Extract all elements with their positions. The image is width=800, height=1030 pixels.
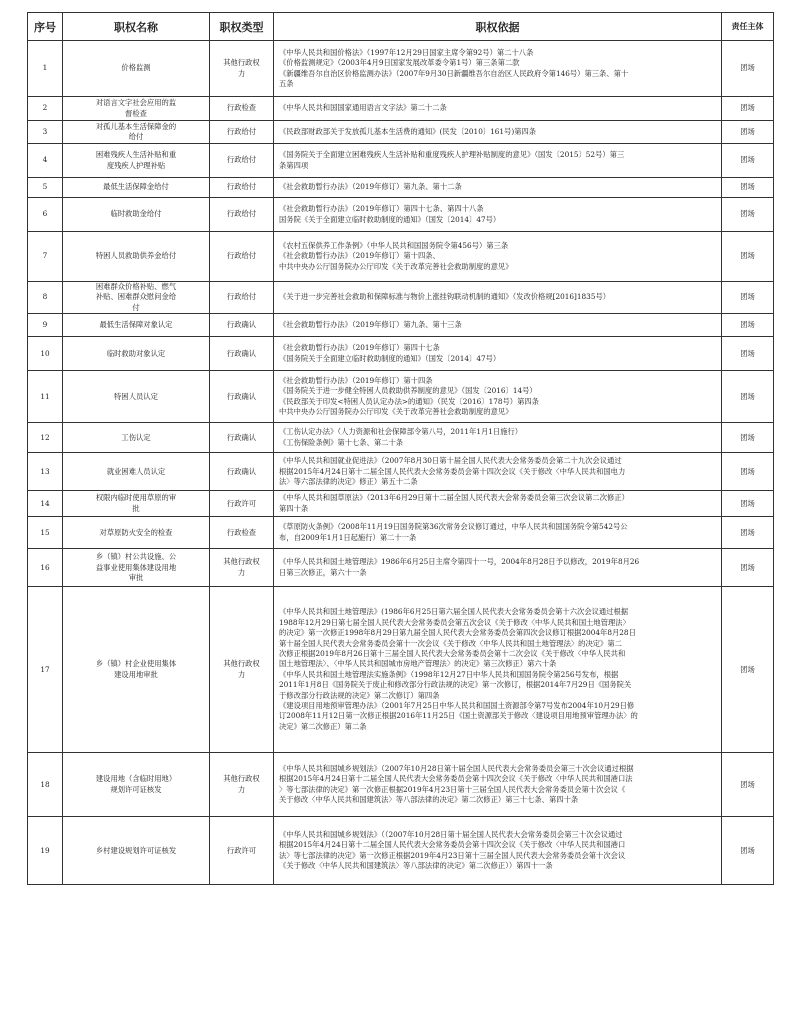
cell-name: [63, 232, 210, 282]
cell-type-line: 行政确认: [226, 391, 257, 401]
cell-subject: 团场: [722, 41, 774, 97]
cell-basis: [274, 144, 722, 178]
cell-subject: 团场: [722, 549, 774, 587]
cell-basis-line: 《关于进一步完善社会救助和保障标准与物价上涨挂钩联动机制的通知》（发改价格规[2016]1835号）: [279, 292, 611, 302]
cell-basis: [274, 121, 722, 144]
cell-name: [63, 453, 210, 491]
cell-name-line: 临时救助金给付: [110, 209, 162, 219]
cell-basis: [274, 371, 722, 423]
cell-type-line: 力: [237, 784, 246, 794]
cell-seq: 4: [28, 144, 63, 178]
cell-basis: [274, 337, 722, 371]
cell-name-line: 乡（镇）村企业使用集体: [95, 659, 177, 669]
cell-basis-line: 《社会救助暂行办法》（2019年修订）第十四条: [279, 375, 433, 385]
cell-subject: 团场: [722, 314, 774, 337]
table-row: [28, 97, 774, 121]
cell-seq: 5: [28, 178, 63, 198]
cell-type: [210, 97, 274, 121]
cell-type-line: 其他行政权: [223, 659, 260, 669]
cell-type: [210, 423, 274, 453]
cell-type: [210, 587, 274, 753]
cell-subject: 团场: [722, 453, 774, 491]
cell-name: [63, 121, 210, 144]
cell-basis-line: 《民政部财政部关于发放孤儿基本生活费的通知》(民发〔2010〕161号)第四条: [279, 126, 537, 136]
cell-basis-line: 〉等七部法律的决定》第一次修正根据2019年4月23日第十三届全国人民代表大会常务委员会第十次会议《: [279, 784, 626, 794]
cell-type: [210, 232, 274, 282]
cell-basis-line: 法〉等七部法律的决定》第一次修正根据2019年4月23日第十三届全国人民代表大会常务委员会第十次会议: [279, 850, 626, 860]
cell-type-line: 行政给付: [226, 126, 257, 136]
cell-type-line: 行政给付: [226, 182, 257, 192]
cell-type-line: 其他行政权: [223, 58, 260, 68]
cell-basis-line: 根据2015年4月24日第十二届全国人民代表大会常务委员会第十四次会议《关于修改〈中华人民共和国港口: [279, 840, 626, 850]
table-row: [28, 549, 774, 587]
cell-name-line: 给付: [128, 132, 144, 141]
cell-type-line: 行政确认: [226, 348, 257, 358]
cell-basis-line: 2011年1月8日《国务院关于废止和修改部分行政法规的决定》第一次修订，根据2014年7月29日《国务院关: [279, 680, 632, 690]
cell-name: [63, 423, 210, 453]
cell-type: [210, 517, 274, 549]
cell-basis-line: 布，自2009年1月1日起施行）第二十一条: [279, 532, 417, 542]
cell-name-line: 补贴、困难群众慰问金给: [95, 292, 177, 302]
cell-basis-line: 日第三次修正，第六十一条: [279, 567, 367, 577]
table-row: [28, 423, 774, 453]
cell-type: [210, 282, 274, 314]
cell-name-line: 价格监测: [121, 63, 151, 73]
cell-basis-line: 关于修改〈中华人民共和国建筑法〉等八部法律的决定》第二次修正）第三十七条、第四十条: [279, 795, 579, 805]
cell-seq: 15: [28, 517, 63, 549]
cell-type-line: 行政给付: [226, 292, 257, 302]
cell-type: [210, 753, 274, 817]
cell-basis: [274, 517, 722, 549]
cell-subject: 团场: [722, 232, 774, 282]
cell-name-line: 建设用地（含临时用地）: [95, 774, 177, 784]
cell-basis-line: 《工伤认定办法》（人力资源和社会保障部令第八号，2011年1月1日施行）: [279, 427, 523, 437]
cell-name-line: 对语言文字社会应用的监: [95, 98, 177, 108]
cell-basis-line: 根据2015年4月24日第十二届全国人民代表大会常务委员会第十四次会议《关于修改〈中华人民共和国港口法: [279, 774, 633, 784]
cell-name: [63, 371, 210, 423]
cell-basis: [274, 41, 722, 97]
cell-name: [63, 41, 210, 97]
cell-seq: 2: [28, 97, 63, 121]
table-row: [28, 282, 774, 314]
cell-name-line: 批: [132, 503, 140, 513]
cell-basis-line: 国务院《关于全面建立临时救助制度的通知》（国发〔2014〕47号）: [279, 214, 501, 224]
cell-basis-line: 《国务院关于全面建立困难残疾人生活补贴和重度残疾人护理补贴制度的意见》（国发〔2015〕52号）第三: [279, 150, 625, 160]
cell-type-line: 行政确认: [226, 320, 257, 330]
cell-name: [63, 491, 210, 517]
table-row: [28, 198, 774, 232]
cell-basis-line: 《建设项目用地预审管理办法》（2001年7月25日中华人民共和国国土资源部令第7号发布2004年10月29日修: [279, 700, 635, 710]
cell-type-line: 行政检查: [226, 527, 257, 537]
cell-type-line: 行政给付: [226, 251, 257, 261]
cell-subject: 团场: [722, 491, 774, 517]
power-list-table: [27, 12, 774, 885]
cell-basis-line: 法〉等六部法律的决定》修正）第五十二条: [279, 476, 418, 486]
cell-basis-line: 《中华人民共和国就业促进法》（2007年8月30日第十届全国人民代表大会常务委员会第二十九次会议通过: [279, 456, 622, 466]
cell-type-line: 行政给付: [226, 209, 257, 219]
cell-basis-line: 决定》第二次修正）第二条: [279, 721, 367, 731]
cell-basis-line: 《国务院关于全面建立临时救助制度的通知》（国发〔2014〕47号）: [279, 353, 501, 363]
cell-type-line: 力: [237, 669, 246, 679]
cell-type: [210, 491, 274, 517]
cell-type: [210, 817, 274, 885]
cell-basis-line: 《民政部关于印发<特困人员认定办法>的通知》（民发〔2016〕178号）第四条: [279, 396, 539, 406]
cell-type-line: 行政确认: [226, 466, 257, 476]
table-row: [28, 337, 774, 371]
cell-name-line: 对孤儿基本生活保障金的: [95, 121, 177, 131]
cell-basis-line: 《社会救助暂行办法》（2019年修订）第四十七条: [279, 343, 440, 353]
cell-basis-line: 《新疆维吾尔自治区价格监测办法》（2007年9月30日新疆维吾尔自治区人民政府令第146号）第三条、第十: [279, 68, 629, 78]
cell-basis-line: 第四十条: [279, 503, 309, 513]
cell-name: [63, 337, 210, 371]
cell-seq: 7: [28, 232, 63, 282]
cell-type: [210, 549, 274, 587]
cell-seq: 13: [28, 453, 63, 491]
table-row: [28, 371, 774, 423]
cell-basis-line: 1988年12月29日第七届全国人民代表大会常务委员会第五次会议《关于修改〈中华人民共和国土地管理法〉: [279, 617, 630, 627]
cell-name-line: 对草原防火安全的检查: [99, 527, 173, 537]
cell-seq: 10: [28, 337, 63, 371]
cell-basis-line: 的决定》第一次修正1998年8月29日第九届全国人民代表大会常务委员会第四次会议修订根据2004年8月28日: [279, 628, 636, 638]
cell-name-line: 益事业使用集体建设用地: [95, 562, 177, 572]
cell-subject: 团场: [722, 121, 774, 144]
cell-seq: 16: [28, 549, 63, 587]
cell-seq: 9: [28, 314, 63, 337]
cell-type: [210, 178, 274, 198]
cell-basis-line: 根据2015年4月24日第十二届全国人民代表大会常务委员会第十四次会议《关于修改〈中华人民共和国电力: [279, 466, 626, 476]
cell-basis-line: 《中华人民共和国草原法》（2013年6月29日第十二届全国人民代表大会常务委员会第三次会议第二次修正）: [279, 493, 629, 503]
cell-name-line: 建设用地审批: [114, 669, 158, 679]
cell-subject: 团场: [722, 423, 774, 453]
cell-name-line: 审批: [128, 572, 144, 582]
cell-name-line: 权限内临时使用草原的审: [95, 493, 177, 503]
table-header-row: [28, 13, 774, 41]
cell-basis-line: 五条: [279, 78, 294, 88]
cell-subject: 团场: [722, 198, 774, 232]
cell-basis-line: 《中华人民共和国国家通用语言文字法》第二十二条: [279, 103, 447, 113]
table-row: [28, 232, 774, 282]
cell-seq: 11: [28, 371, 63, 423]
cell-basis-line: 《国务院关于进一步健全特困人员救助供养制度的意见》（国发〔2016〕14号）: [279, 386, 537, 396]
cell-name: [63, 817, 210, 885]
cell-type-line: 其他行政权: [223, 557, 260, 567]
cell-name: [63, 549, 210, 587]
table-row: [28, 817, 774, 885]
cell-subject: 团场: [722, 337, 774, 371]
cell-name: [63, 282, 210, 314]
table-row: [28, 121, 774, 144]
cell-name-line: 工伤认定: [121, 432, 151, 442]
cell-basis-line: 中共中央办公厅国务院办公厅印发《关于改革完善社会救助制度的意见》: [279, 261, 513, 271]
cell-subject: 团场: [722, 517, 774, 549]
cell-basis: [274, 198, 722, 232]
cell-subject: 团场: [722, 587, 774, 753]
cell-basis-line: 《中华人民共和国价格法》（1997年12月29日国家主席令第92号）第二十八条: [279, 47, 534, 57]
table-row: [28, 41, 774, 97]
cell-basis-line: 于修改部分行政法规的决定》第二次修订）第四条: [279, 690, 440, 700]
cell-subject: 团场: [722, 178, 774, 198]
header-subject: 责任主体: [722, 13, 774, 41]
cell-basis-line: 第十届全国人民代表大会常务委员会第十一次会议《关于修改〈中华人民共和国土地管理法〉的决定》第二: [279, 638, 622, 648]
cell-name: [63, 753, 210, 817]
header-basis: 职权依据: [274, 13, 722, 41]
cell-subject: 团场: [722, 144, 774, 178]
cell-basis: [274, 423, 722, 453]
cell-seq: 19: [28, 817, 63, 885]
cell-type: [210, 371, 274, 423]
table-row: [28, 587, 774, 753]
cell-subject: 团场: [722, 97, 774, 121]
cell-basis-line: 《中华人民共和国城乡规划法》（2007年10月28日第十届全国人民代表大会常务委员会第三十次会议通过根据: [279, 763, 634, 773]
cell-name: [63, 178, 210, 198]
header-seq: 序号: [28, 13, 63, 41]
cell-seq: 12: [28, 423, 63, 453]
cell-name: [63, 314, 210, 337]
cell-basis-line: 《中华人民共和国土地管理法》(1986年6月25日第六届全国人民代表大会常务委员会第十六次会议通过根据: [279, 607, 629, 617]
cell-basis: [274, 314, 722, 337]
table-row: [28, 491, 774, 517]
cell-name-line: 乡（镇）村公共设施、公: [95, 552, 177, 562]
cell-name: [63, 198, 210, 232]
cell-name-line: 特困人员救助供养金给付: [95, 251, 177, 261]
cell-type: [210, 314, 274, 337]
cell-seq: 6: [28, 198, 63, 232]
cell-name-line: 困难群众价格补贴、燃气: [95, 282, 177, 291]
cell-name-line: 规划许可证核发: [110, 784, 162, 794]
cell-basis-line: 《价格监测规定》（2003年4月9日国家发展改革委令第1号）第三条第二款: [279, 58, 520, 68]
table-row: [28, 453, 774, 491]
cell-basis-line: 《中华人民共和国土地管理法》1986年6月25日主席令第四十一号，2004年8月28日予以修改，2019年8月26: [279, 557, 640, 567]
cell-name-line: 特困人员认定: [114, 391, 158, 401]
cell-basis: [274, 97, 722, 121]
cell-name: [63, 587, 210, 753]
cell-name-line: 就业困难人员认定: [106, 466, 166, 476]
table-row: [28, 517, 774, 549]
cell-subject: 团场: [722, 282, 774, 314]
cell-type-line: 力: [237, 567, 246, 577]
cell-basis-line: 订2008年11月12日第一次修正根据2016年11月25日《国土资源部关于修改〈建设项目用地预审管理办法〉的: [279, 711, 638, 721]
cell-basis-line: 条第四项: [279, 160, 309, 170]
cell-type: [210, 198, 274, 232]
cell-basis: [274, 491, 722, 517]
table-row: [28, 144, 774, 178]
cell-seq: 1: [28, 41, 63, 97]
cell-basis-line: 《社会救助暂行办法》（2019年修订）第九条、第十三条: [279, 320, 462, 330]
cell-type: [210, 121, 274, 144]
cell-type-line: 行政许可: [226, 845, 257, 855]
cell-type: [210, 337, 274, 371]
cell-name-line: 督检查: [125, 108, 147, 118]
cell-basis-line: 《中华人民共和国土地管理法实施条例》（1998年12月27日中华人民共和国国务院令第256号发布，根据: [279, 669, 619, 679]
cell-type-line: 行政确认: [226, 432, 257, 442]
cell-basis: [274, 232, 722, 282]
cell-type-line: 行政给付: [226, 155, 257, 165]
cell-name-line: 付: [132, 302, 140, 312]
cell-basis: [274, 178, 722, 198]
cell-subject: 团场: [722, 817, 774, 885]
cell-basis: [274, 753, 722, 817]
cell-basis-line: 《社会救助暂行办法》（2019年修订）第九条、第十二条: [279, 182, 462, 192]
cell-seq: 3: [28, 121, 63, 144]
cell-name-line: 临时救助对象认定: [106, 348, 166, 358]
cell-subject: 团场: [722, 371, 774, 423]
cell-name-line: 乡村建设规划许可证核发: [95, 845, 177, 855]
cell-seq: 18: [28, 753, 63, 817]
cell-basis-line: 《中华人民共和国城乡规划法》（（2007年10月28日第十届全国人民代表大会常务委员会第三十次会议通过: [279, 829, 623, 839]
cell-basis-line: 中共中央办公厅国务院办公厅印发《关于改革完善社会救助制度的意见》: [279, 407, 513, 417]
cell-name-line: 度残疾人护理补贴: [106, 160, 166, 170]
cell-subject: 团场: [722, 753, 774, 817]
table-row: [28, 753, 774, 817]
cell-basis: [274, 453, 722, 491]
cell-basis: [274, 282, 722, 314]
cell-type-line: 行政检查: [226, 103, 257, 113]
cell-basis-line: 《社会救助暂行办法》（2019年修订）第四十七条、第四十八条: [279, 204, 484, 214]
table-body: [28, 41, 774, 885]
cell-name: [63, 144, 210, 178]
cell-seq: 17: [28, 587, 63, 753]
cell-type: [210, 41, 274, 97]
cell-name: [63, 517, 210, 549]
cell-basis: [274, 817, 722, 885]
cell-name-line: 最低生活保障金给付: [103, 182, 169, 192]
cell-name-line: 困难残疾人生活补贴和重: [95, 150, 177, 160]
header-name: 职权名称: [63, 13, 210, 41]
cell-basis-line: 《农村五保供养工作条例》（中华人民共和国国务院令第456号）第三条: [279, 240, 509, 250]
cell-basis-line: 《草原防火条例》（2008年11月19日国务院第36次常务会议修订通过，中华人民共和国国务院令第542号公: [279, 522, 628, 532]
cell-seq: 8: [28, 282, 63, 314]
cell-basis-line: 国土地管理法〉、〈中华人民共和国城市房地产管理法〉的决定》第三次修正）第六十条: [279, 659, 557, 669]
cell-basis-line: 《关于修改〈中华人民共和国建筑法〉等八部法律的决定》第二次修正））第四十一条: [279, 861, 553, 871]
cell-type: [210, 453, 274, 491]
cell-name-line: 最低生活保障对象认定: [99, 320, 173, 330]
cell-type: [210, 144, 274, 178]
cell-type-line: 行政许可: [226, 498, 257, 508]
table-row: [28, 178, 774, 198]
cell-type-line: 其他行政权: [223, 774, 260, 784]
header-type: 职权类型: [210, 13, 274, 41]
cell-basis-line: 《工伤保险条例》第十七条、第二十条: [279, 437, 404, 447]
cell-basis-line: 《社会救助暂行办法》（2019年修订）第十四条、: [279, 251, 440, 261]
cell-basis: [274, 587, 722, 753]
table-row: [28, 314, 774, 337]
cell-basis: [274, 549, 722, 587]
cell-type-line: 力: [237, 68, 246, 78]
cell-basis-line: 次修正根据2019年8月26日第十三届全国人民代表大会常务委员会第十二次会议《关于修改〈中华人民共和: [279, 648, 626, 658]
cell-seq: 14: [28, 491, 63, 517]
cell-name: [63, 97, 210, 121]
